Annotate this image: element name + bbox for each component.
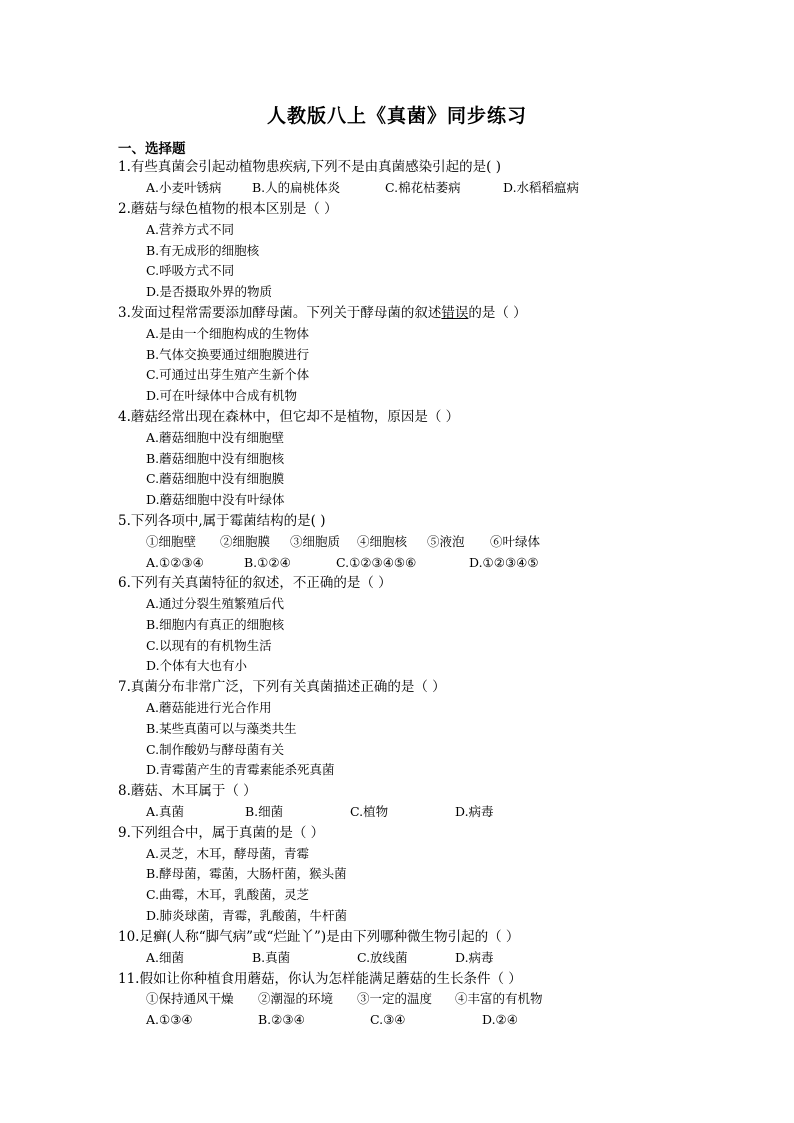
question-7-option-b: B.某些真菌可以与藻类共生 <box>146 721 297 736</box>
question-1-option-b: B.人的扁桃体炎 <box>252 180 341 195</box>
question-11-option-b: B.②③④ <box>258 1012 305 1027</box>
question-10-stem: 10.足癣(人称“脚气病”或“烂趾丫”)是由下列哪种微生物引起的（ ） <box>118 929 520 945</box>
question-9-option-a: A.灵芝，木耳，酵母菌，青霉 <box>146 846 310 861</box>
page-title: 人教版八上《真菌》同步练习 <box>266 105 527 127</box>
question-4-option-d: D.蘑菇细胞中没有叶绿体 <box>146 492 285 507</box>
question-10-option-b: B.真菌 <box>252 950 291 965</box>
question-9-option-d: D.肺炎球菌，青霉，乳酸菌，牛杆菌 <box>146 908 348 923</box>
question-5-item: ④细胞核 <box>357 534 408 549</box>
question-11-option-c: C.③④ <box>370 1012 406 1027</box>
question-3-stem-pre: 3.发面过程常需要添加酵母菌。下列关于酵母菌的叙述 <box>118 305 442 321</box>
question-6-option-b: B.细胞内有真正的细胞核 <box>146 617 285 632</box>
question-3-stem <box>118 304 527 322</box>
question-10-option-d: D.病毒 <box>455 950 494 965</box>
question-6-option-c: C.以现有的有机物生活 <box>146 638 272 653</box>
question-7-option-c: C.制作酸奶与酵母菌有关 <box>146 742 285 757</box>
question-1-option-a: A.小麦叶锈病 <box>146 180 222 195</box>
question-7-stem: 7.真菌分布非常广泛，下列有关真菌描述正确的是（ ） <box>118 679 446 695</box>
question-4-option-a: A.蘑菇细胞中没有细胞壁 <box>146 430 285 445</box>
question-6-option-d: D.个体有大也有小 <box>146 658 248 673</box>
question-11-option-d: D.②④ <box>482 1012 518 1027</box>
question-6-stem: 6.下列有关真菌特征的叙述，不正确的是（ ） <box>118 575 392 591</box>
question-2-option-d: D.是否摄取外界的物质 <box>146 284 273 299</box>
question-5-option-d: D.①②③④⑤ <box>469 555 539 570</box>
question-8-option-c: C.植物 <box>350 804 389 819</box>
question-8-option-a: A.真菌 <box>146 804 185 819</box>
question-11-item: ②潮湿的环境 <box>258 991 334 1006</box>
question-8-stem: 8.蘑菇、木耳属于（ ） <box>118 783 257 799</box>
question-1-stem: 1.有些真菌会引起动植物患疾病,下列不是由真菌感染引起的是( ) <box>118 159 501 175</box>
question-9-stem: 9.下列组合中，属于真菌的是（ ） <box>118 825 325 841</box>
question-5-item: ⑤液泡 <box>427 534 465 549</box>
question-4-option-c: C.蘑菇细胞中没有细胞膜 <box>146 471 285 486</box>
question-5-item: ⑥叶绿体 <box>490 534 541 549</box>
question-6-option-a: A.通过分裂生殖繁殖后代 <box>146 596 285 611</box>
question-3-option-a: A.是由一个细胞构成的生物体 <box>146 326 310 341</box>
question-8-option-d: D.病毒 <box>455 804 494 819</box>
question-11-stem: 11.假如让你种植食用蘑菇，你认为怎样能满足蘑菇的生长条件（ ） <box>118 971 522 987</box>
question-2-stem: 2.蘑菇与绿色植物的根本区别是（ ） <box>118 201 338 217</box>
question-2-option-b: B.有无成形的细胞核 <box>146 243 260 258</box>
question-11-item: ④丰富的有机物 <box>455 991 543 1006</box>
question-3-stem-emphasis: 错误 <box>441 305 469 321</box>
question-8-option-b: B.细菌 <box>245 804 284 819</box>
question-4-stem: 4.蘑菇经常出现在森林中，但它却不是植物，原因是（ ） <box>118 409 460 425</box>
question-1-option-d: D.水稻稻瘟病 <box>503 180 580 195</box>
question-3-option-d: D.可在叶绿体中合成有机物 <box>146 388 298 403</box>
question-5-item: ②细胞膜 <box>220 534 271 549</box>
question-5-item: ①细胞壁 <box>146 534 197 549</box>
question-3-stem-post: 的是（ ） <box>468 305 527 321</box>
question-5-item: ③细胞质 <box>290 534 341 549</box>
question-7-option-d: D.青霉菌产生的青霉素能杀死真菌 <box>146 762 335 777</box>
question-10-option-a: A.细菌 <box>146 950 185 965</box>
question-9-option-b: B.酵母菌，霉菌，大肠杆菌，猴头菌 <box>146 866 347 881</box>
question-5-option-c: C.①②③④⑤⑥ <box>336 555 417 570</box>
question-3-option-b: B.气体交换要通过细胞膜进行 <box>146 347 310 362</box>
question-10-option-c: C.放线菌 <box>357 950 408 965</box>
question-5-stem: 5.下列各项中,属于霉菌结构的是( ) <box>118 513 326 529</box>
question-2-option-c: C.呼吸方式不同 <box>146 263 235 278</box>
question-11-item: ①保持通风干燥 <box>146 991 234 1006</box>
question-2-option-a: A.营养方式不同 <box>146 222 235 237</box>
question-11-item: ③一定的温度 <box>357 991 433 1006</box>
question-4-option-b: B.蘑菇细胞中没有细胞核 <box>146 451 285 466</box>
question-11-option-a: A.①③④ <box>146 1012 193 1027</box>
question-7-option-a: A.蘑菇能进行光合作用 <box>146 700 272 715</box>
question-9-option-c: C.曲霉，木耳，乳酸菌，灵芝 <box>146 887 310 902</box>
question-5-option-b: B.①②④ <box>244 555 291 570</box>
question-3-option-c: C.可通过出芽生殖产生新个体 <box>146 367 310 382</box>
question-5-option-a: A.①②③④ <box>146 555 204 570</box>
section-heading: 一、选择题 <box>118 141 186 157</box>
question-1-option-c: C.棉花枯萎病 <box>385 180 461 195</box>
